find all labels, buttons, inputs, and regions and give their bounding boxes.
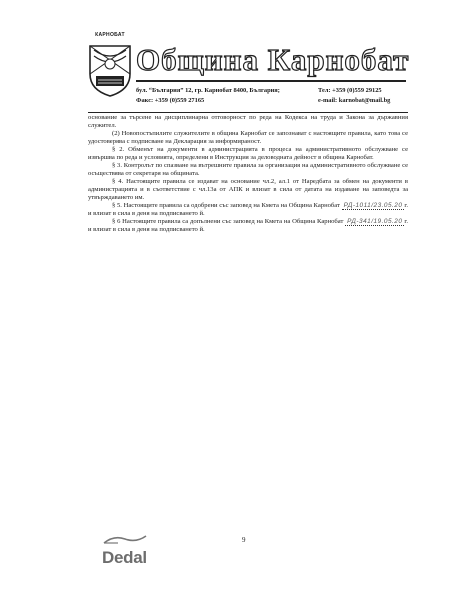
address-line: бул. “България” 12, гр. Карнобат 8400, България; xyxy=(136,87,280,94)
page-number: 9 xyxy=(242,536,246,544)
dedal-logo-mark-icon xyxy=(102,535,148,544)
paragraph-6-end: г. и влизат в сила в деня на подписването й. xyxy=(88,202,409,217)
paragraph-7-text: § 6 Настоящите правила са допълнени със заповед на Кмета на Община Карнобат xyxy=(112,218,344,225)
fax-line: Факс: +359 (0)559 27165 xyxy=(136,97,205,104)
document-body xyxy=(88,114,408,234)
handwritten-order-number: РД-1011/23.05.20 xyxy=(343,202,403,209)
dedal-logo: Dedal xyxy=(102,548,147,567)
paragraph-3: § 2. Обменът на документи в администрацията в процеса на административното обслужване се извършва по реда и условията, определени в Инструкция за деловодната дейност в община Карнобат. xyxy=(88,146,408,161)
letterhead-rule-bottom xyxy=(88,112,408,113)
letterhead-rule-top xyxy=(136,80,406,82)
handwritten-order-number: РД-341/19.05.20 xyxy=(347,218,403,225)
crest-label: КАРНОБАТ xyxy=(95,32,125,38)
paragraph-5: § 4. Настоящите правила се издават на основание чл.2, ал.1 от Наредбата за обмен на документи в администрацията и в съответствие с чл.13а от АПК и влизат в сила от датата на издаване на заповедта за утвърждаването им. xyxy=(88,178,408,201)
email-line: e-mail: karnobat@mail.bg xyxy=(318,97,391,104)
paragraph-2: (2) Новопостъпилите служителите в община Карнобат се запознават с настоящите правила, като това се удостоверява с подписване на Декларация за информираност. xyxy=(88,130,408,145)
municipality-name: Община Карнобат xyxy=(136,42,410,77)
paragraph-1: основание за търсене на дисциплинарна отговорност по реда на Кодекса на труда и Закона за държавния служител. xyxy=(88,114,408,129)
paragraph-6-text: § 5. Настоящите правила са одобрени със заповед на Кмета на Община Карнобат xyxy=(112,202,340,209)
phone-line: Тел: +359 (0)559 29125 xyxy=(318,87,382,94)
paragraph-6 xyxy=(88,202,408,218)
paragraph-7 xyxy=(88,218,408,234)
coat-of-arms-icon xyxy=(88,44,132,98)
paragraph-7-end: г. и влизат в сила в деня на подписването й. xyxy=(88,218,408,233)
paragraph-4: § 3. Контролът по спазване на вътрешните правила за организация на административното обслужване се осъществява от секретаря на общината. xyxy=(88,162,408,177)
